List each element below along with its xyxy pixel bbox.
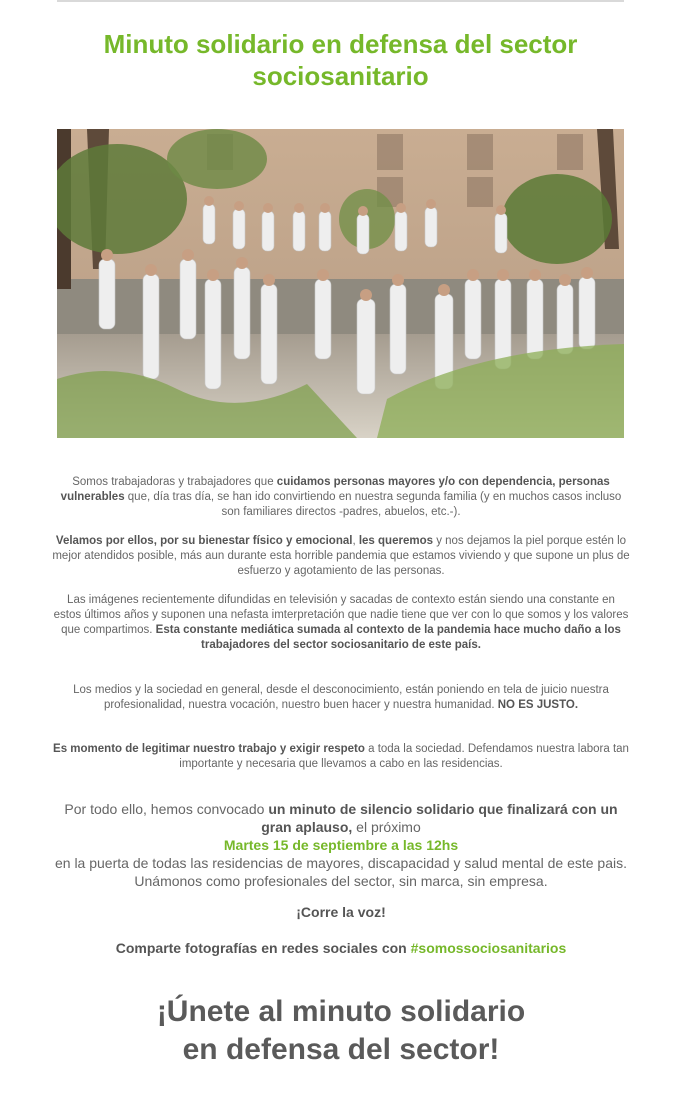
event-date: Martes 15 de septiembre a las 12hs xyxy=(223,837,459,853)
paragraph-respect: Es momento de legitimar nuestro trabajo y exigir respeto a toda la sociedad. Defendamos nuestra labora tan importante y necesaria que llevamos a cabo en las residencias. xyxy=(53,743,629,770)
share-call: ¡Corre la voz! xyxy=(296,904,386,920)
paragraph-media: Las imágenes recientemente difundidas en televisión y sacadas de contexto están siendo una constante en estos últimos años y suponen una nefasta imterpretación que nadie tiene que ver con lo que somos y los valores que compartimos. Esta constante mediática sumada al contexto de la pandemia hace mucho daño a los trabajadores del sector sociosanitario de este país. xyxy=(53,594,629,651)
cta-heading: ¡Únete al minuto solidario en defensa del sector! xyxy=(156,995,526,1066)
hashtag: #somossociosanitarios xyxy=(410,940,567,956)
paragraph-intro: Somos trabajadoras y trabajadores que cuidamos personas mayores y/o con dependencia, personas vulnerables que, día tras día, se han ido convirtiendo en nuestra segunda familia (y en muchos casos incluso son familiares directos -padres, abuelos, etc.-). xyxy=(60,476,622,518)
event-announcement: Por todo ello, hemos convocado un minuto de silencio solidario que finalizará con un gran aplauso, el próximo Martes 15 de septiembre a las 12hs en la puerta de todas las residencias de mayores, discapacidad y salud mental de este pais. Unámonos como profesionales del sector, sin marca, sin empresa. xyxy=(54,801,627,889)
paragraph-society: Los medios y la sociedad en general, desde el desconocimiento, están poniendo en tela de juicio nuestra profesionalidad, nuestra vocación, nuestro buen hacer y nuestra humanidad. NO ES JUSTO. xyxy=(73,684,609,711)
paragraph-care: Velamos por ellos, por su bienestar físico y emocional, les queremos y nos dejamos la piel porque estén lo mejor atendidos posible, más aun durante esta horrible pandemia que estamos viviendo y que supone un plus de esfuerzo y agotamiento de las personas. xyxy=(52,535,630,577)
hashtag-line: Comparte fotografías en redes sociales con #somossociosanitarios xyxy=(115,940,567,956)
top-divider xyxy=(57,0,624,2)
group-photo xyxy=(57,129,624,438)
page-title: Minuto solidario en defensa del sector sociosanitario xyxy=(103,29,578,91)
